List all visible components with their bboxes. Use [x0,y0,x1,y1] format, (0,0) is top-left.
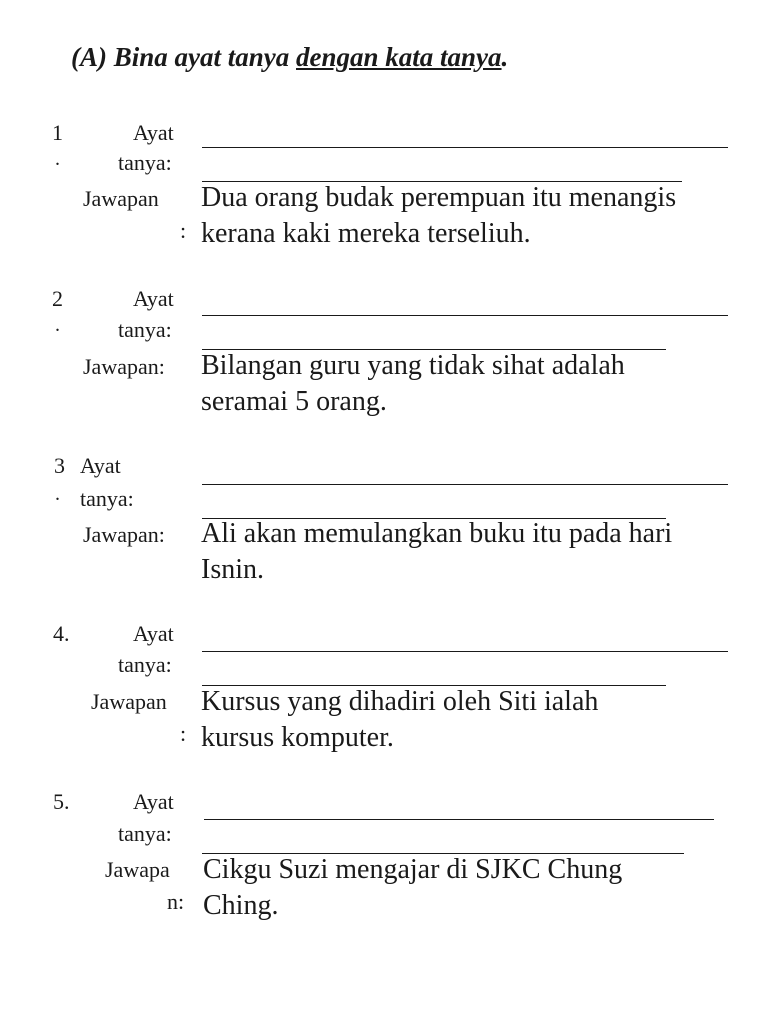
jawapan-label-colon: n: [167,889,185,914]
answer-line-1[interactable] [202,147,728,148]
answer-text-line2: seramai 5 orang. [201,386,387,417]
ayat-label: Ayat [133,286,174,311]
ayat-label: Ayat [133,120,174,145]
answer-line-1[interactable] [204,819,714,820]
question-number: 4. [53,621,70,646]
answer-text-line1: Ali akan memulangkan buku itu pada hari [201,518,673,549]
question-number-dot: . [55,314,60,336]
title-underlined: dengan kata tanya [296,42,502,72]
jawapan-label-colon: : [180,218,187,243]
jawapan-label: Jawapa [105,857,170,882]
question-3 [0,453,768,603]
answer-text-line1: Dua orang budak perempuan itu menangis [201,182,677,213]
question-number: 5. [53,789,70,814]
question-number-dot: . [55,483,60,505]
jawapan-label-colon: : [180,721,187,746]
tanya-label: tanya: [118,652,172,677]
jawapan-label: Jawapan [91,689,167,714]
tanya-label: tanya: [118,821,172,846]
tanya-label: tanya: [118,150,172,175]
question-number-dot: . [55,148,60,170]
tanya-label: tanya: [118,317,172,342]
question-number: 3 [54,453,65,478]
answer-text-line2: kursus komputer. [201,722,394,753]
ayat-label: Ayat [133,621,174,646]
jawapan-label: Jawapan: [83,354,165,379]
question-4 [0,621,768,771]
answer-text-line1: Bilangan guru yang tidak sihat adalah [201,350,625,381]
question-number: 2 [52,286,63,311]
answer-text-line1: Kursus yang dihadiri oleh Siti ialah [201,686,599,717]
ayat-label: Ayat [133,789,174,814]
title-prefix: (A) Bina ayat tanya [71,42,297,72]
answer-line-1[interactable] [202,651,728,652]
ayat-label: Ayat [80,453,121,478]
answer-text-line2: Isnin. [201,554,264,585]
worksheet-title [71,42,508,73]
answer-text-line1: Cikgu Suzi mengajar di SJKC Chung [203,854,623,885]
jawapan-label: Jawapan: [83,522,165,547]
answer-line-1[interactable] [202,484,728,485]
question-5 [0,789,768,939]
question-1 [0,118,768,268]
jawapan-label: Jawapan [83,186,159,211]
answer-line-1[interactable] [202,315,728,316]
tanya-label: tanya: [80,486,134,511]
answer-text-line2: kerana kaki mereka terseliuh. [201,218,531,249]
answer-text-line2: Ching. [203,890,279,921]
question-number: 1 [52,120,63,145]
question-2 [0,286,768,436]
title-suffix: . [501,42,509,72]
